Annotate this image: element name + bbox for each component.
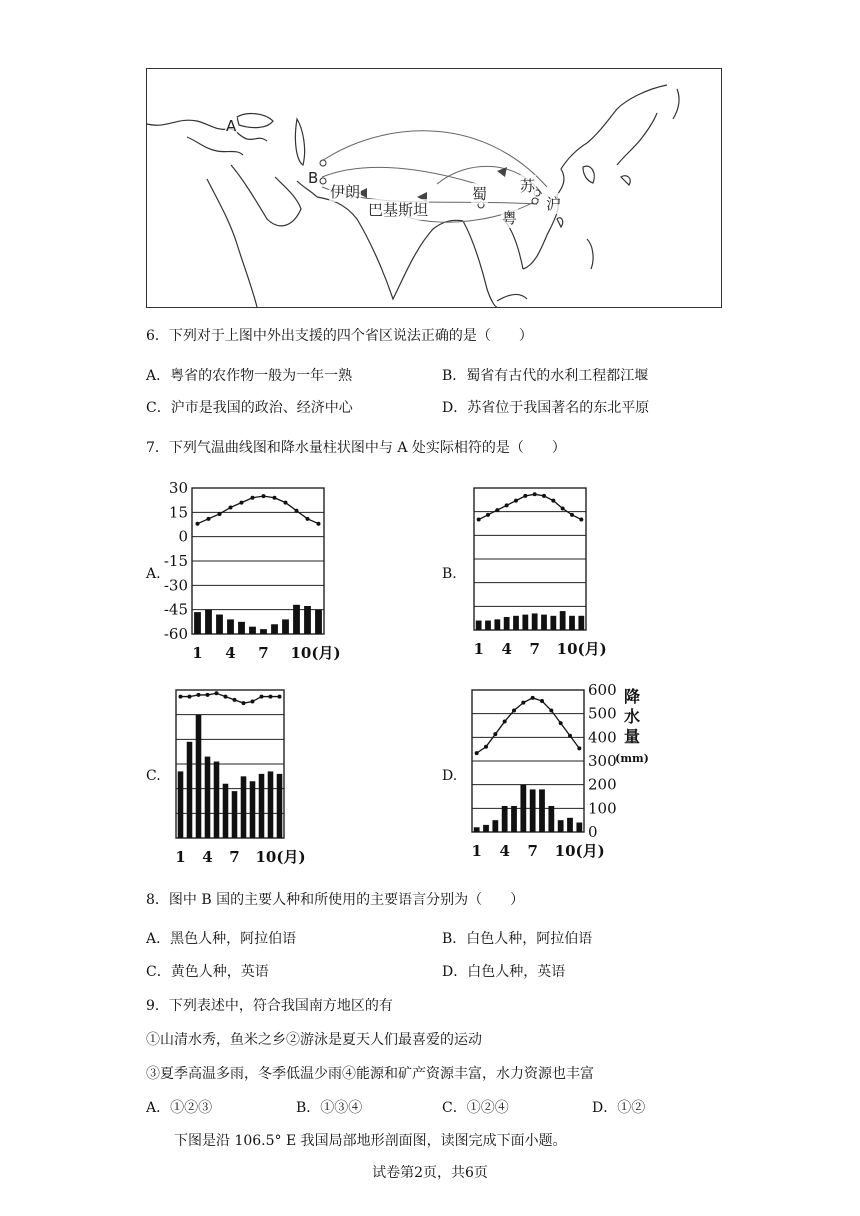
- question-6-option-a[interactable]: A．粤省的农作物一般为一年一熟: [146, 368, 353, 384]
- precip-tick-label: 100: [588, 799, 617, 818]
- precip-bar-9: [550, 616, 556, 630]
- precip-bar-6: [520, 785, 526, 832]
- temperature-point-9: [549, 709, 553, 713]
- precip-tick-label: 0: [588, 823, 598, 841]
- month-tick-label: 10(月): [290, 644, 341, 662]
- temperature-point-12: [577, 746, 581, 750]
- month-tick-label: 7: [527, 842, 538, 860]
- precip-bar-3: [216, 615, 223, 634]
- precip-bar-3: [492, 820, 498, 832]
- precip-tick-label: 200: [588, 775, 617, 794]
- precip-bar-5: [513, 616, 519, 630]
- temperature-point-3: [493, 732, 497, 736]
- question-7-stem: 7．下列气温曲线图和降水量柱状图中与 A 处实际相符的是（ ）: [146, 440, 566, 456]
- map-label-yue: 粤: [502, 209, 518, 227]
- precip-bar-5: [238, 622, 245, 634]
- question-6-option-b[interactable]: B．蜀省有古代的水利工程都江堰: [442, 368, 649, 384]
- climate-chart-d: [468, 680, 658, 862]
- map-label-hu: 沪: [546, 195, 562, 213]
- temp-tick-label: 30: [168, 479, 188, 497]
- map-label-iran: 伊朗: [330, 183, 361, 201]
- temperature-point-8: [273, 496, 277, 500]
- temp-tick-label: -30: [163, 576, 188, 595]
- temperature-point-12: [317, 522, 321, 526]
- temperature-point-7: [233, 698, 237, 702]
- route-map: [146, 68, 722, 308]
- temperature-point-2: [486, 513, 490, 517]
- question-8-option-c[interactable]: C．黄色人种，英语: [146, 964, 269, 980]
- precip-bar-9: [548, 806, 554, 832]
- precip-bar-6: [249, 627, 256, 634]
- temperature-point-1: [179, 695, 183, 699]
- precip-bar-4: [502, 806, 508, 832]
- temperature-point-5: [512, 709, 516, 713]
- month-tick-label: 1: [192, 644, 203, 662]
- temperature-line: [198, 496, 319, 524]
- month-tick-label: 4: [225, 644, 236, 662]
- temperature-point-11: [570, 513, 574, 517]
- temperature-line: [479, 494, 582, 519]
- precip-bar-9: [250, 781, 256, 838]
- precip-bar-8: [541, 615, 547, 630]
- precip-bar-10: [293, 605, 300, 634]
- temperature-point-9: [551, 499, 555, 503]
- question-7-option-a[interactable]: A.: [146, 566, 161, 582]
- precip-bar-11: [268, 771, 274, 838]
- next-section-intro: 下图是沿 106.5° E 我国局部地形剖面图，读图完成下面小题。: [174, 1133, 567, 1149]
- question-8-stem: 8．图中 B 国的主要人种和所使用的主要语言分别为（ ）: [146, 892, 525, 908]
- question-7-option-d[interactable]: D.: [442, 768, 458, 784]
- precip-bar-10: [560, 611, 566, 630]
- question-8-option-a[interactable]: A．黑色人种，阿拉伯语: [146, 931, 297, 947]
- precip-bar-10: [259, 774, 265, 838]
- precip-bar-8: [539, 789, 545, 832]
- precip-bar-11: [569, 616, 575, 630]
- temperature-point-8: [542, 494, 546, 498]
- precip-bar-1: [474, 827, 480, 832]
- question-9-option-b[interactable]: B．①③④: [296, 1100, 363, 1116]
- precip-bar-12: [576, 823, 582, 832]
- question-6-option-c[interactable]: C．沪市是我国的政治、经济中心: [146, 400, 353, 416]
- temperature-point-6: [521, 701, 525, 705]
- month-tick-label: 7: [529, 640, 540, 658]
- question-6-stem: 6．下列对于上图中外出支援的四个省区说法正确的是（ ）: [146, 328, 533, 344]
- temperature-point-10: [260, 695, 264, 699]
- precip-bar-3: [494, 619, 500, 630]
- precip-axis-label: 量: [623, 727, 641, 746]
- temperature-point-2: [484, 745, 488, 749]
- month-tick-label: 1: [471, 842, 482, 860]
- temperature-point-7: [533, 492, 537, 496]
- precip-axis-label: 降: [623, 687, 641, 706]
- page-footer: 试卷第2页，共6页: [372, 1165, 488, 1181]
- question-7-option-c[interactable]: C.: [146, 768, 161, 784]
- precip-bar-8: [241, 776, 247, 838]
- question-9-option-c[interactable]: C．①②④: [442, 1100, 509, 1116]
- precip-bar-4: [205, 757, 211, 838]
- question-9-statement-1: ①山清水秀，鱼米之乡②游泳是夏天人们最喜爱的运动: [146, 1032, 482, 1048]
- precip-bar-7: [530, 789, 536, 832]
- temperature-point-3: [197, 693, 201, 697]
- question-8-option-b[interactable]: B．白色人种，阿拉伯语: [442, 931, 593, 947]
- question-9-option-d[interactable]: D．①②: [592, 1100, 646, 1116]
- question-9-option-a[interactable]: A．①②③: [146, 1100, 213, 1116]
- temp-tick-label: -60: [163, 625, 188, 643]
- temperature-point-11: [306, 517, 310, 521]
- month-tick-label: 4: [202, 848, 213, 866]
- climate-chart-b: [468, 484, 608, 666]
- month-tick-label: 10(月): [255, 848, 306, 866]
- temperature-point-2: [207, 517, 211, 521]
- precip-bar-10: [558, 820, 564, 832]
- precip-bar-6: [223, 784, 229, 838]
- month-tick-label: 7: [258, 644, 269, 662]
- temperature-point-8: [242, 701, 246, 705]
- precip-bar-12: [315, 610, 322, 634]
- temperature-point-1: [196, 522, 200, 526]
- temperature-point-7: [262, 494, 266, 498]
- temperature-point-10: [561, 507, 565, 511]
- precip-bar-2: [205, 610, 212, 634]
- month-tick-label: 10(月): [556, 640, 607, 658]
- map-label-b: B: [308, 169, 319, 187]
- precip-bar-7: [532, 613, 538, 630]
- temperature-point-11: [568, 734, 572, 738]
- map-label-pakistan: 巴基斯坦: [368, 201, 429, 219]
- temp-tick-label: 15: [168, 503, 188, 522]
- precip-tick-label: 600: [588, 681, 617, 699]
- temperature-point-12: [278, 695, 282, 699]
- temperature-point-6: [251, 496, 255, 500]
- temperature-point-1: [477, 518, 481, 522]
- precip-bar-2: [483, 825, 489, 832]
- month-tick-label: 10(月): [554, 842, 605, 860]
- precip-bar-3: [196, 715, 202, 838]
- precip-tick-label: 400: [588, 728, 617, 747]
- month-tick-label: 4: [499, 842, 510, 860]
- precip-bar-11: [567, 818, 573, 832]
- temperature-point-2: [188, 695, 192, 699]
- temperature-point-8: [540, 699, 544, 703]
- temp-tick-label: -15: [163, 552, 188, 570]
- precip-bar-4: [227, 619, 234, 634]
- precip-bar-7: [260, 629, 267, 634]
- temperature-point-1: [475, 751, 479, 755]
- precip-bar-5: [511, 806, 517, 832]
- precip-bar-1: [194, 612, 201, 634]
- question-8-option-d[interactable]: D．白色人种，英语: [442, 964, 566, 980]
- month-tick-label: 7: [229, 848, 240, 866]
- temp-tick-label: 0: [178, 527, 188, 546]
- precip-bar-11: [304, 606, 311, 634]
- precip-bar-12: [277, 774, 283, 838]
- question-6-option-d[interactable]: D．苏省位于我国著名的东北平原: [442, 400, 650, 416]
- precip-bar-5: [214, 762, 220, 838]
- month-tick-label: 4: [501, 640, 512, 658]
- map-label-su: 苏: [520, 177, 536, 195]
- temperature-point-10: [295, 509, 299, 513]
- precip-bar-9: [282, 619, 289, 634]
- precip-tick-label: 500: [588, 704, 617, 723]
- climate-chart-c: [168, 686, 318, 866]
- precip-bar-8: [271, 624, 278, 634]
- precip-tick-label: 300: [588, 752, 617, 770]
- precip-bar-1: [178, 771, 184, 838]
- temperature-point-4: [206, 693, 210, 697]
- question-9-statement-2: ③夏季高温多雨，冬季低温少雨④能源和矿产资源丰富，水力资源也丰富: [146, 1066, 594, 1082]
- temperature-point-4: [503, 720, 507, 724]
- temperature-point-3: [495, 508, 499, 512]
- temperature-point-10: [559, 721, 563, 725]
- map-label-a: A: [226, 117, 237, 135]
- precip-bar-12: [578, 616, 584, 630]
- temperature-point-5: [215, 691, 219, 695]
- temperature-line: [477, 698, 580, 753]
- temperature-point-4: [505, 503, 509, 507]
- map-label-shu: 蜀: [472, 185, 488, 203]
- temperature-point-12: [579, 518, 583, 522]
- temperature-point-7: [531, 696, 535, 700]
- question-9-stem: 9．下列表述中，符合我国南方地区的有: [146, 998, 393, 1014]
- temperature-point-9: [251, 700, 255, 704]
- temperature-point-5: [240, 501, 244, 505]
- precip-bar-6: [522, 615, 528, 630]
- precip-bar-2: [187, 742, 193, 838]
- temperature-point-4: [229, 505, 233, 509]
- temperature-point-3: [218, 512, 222, 516]
- climate-chart-a: [163, 479, 372, 666]
- temperature-point-11: [269, 695, 273, 699]
- precip-bar-4: [504, 617, 510, 630]
- precip-bar-2: [485, 621, 491, 630]
- precip-axis-label: 水: [623, 707, 641, 726]
- temperature-point-5: [514, 499, 518, 503]
- precip-axis-label: (mm): [615, 752, 649, 765]
- question-7-option-b[interactable]: B.: [442, 566, 457, 582]
- precip-bar-7: [232, 791, 238, 838]
- temperature-point-6: [523, 494, 527, 498]
- temperature-line: [181, 693, 280, 703]
- month-tick-label: 1: [473, 640, 484, 658]
- temp-tick-label: -45: [163, 600, 188, 619]
- temperature-point-6: [224, 695, 228, 699]
- map-outline: [147, 69, 721, 307]
- temperature-point-9: [284, 501, 288, 505]
- precip-bar-1: [476, 621, 482, 630]
- month-tick-label: 1: [175, 848, 186, 866]
